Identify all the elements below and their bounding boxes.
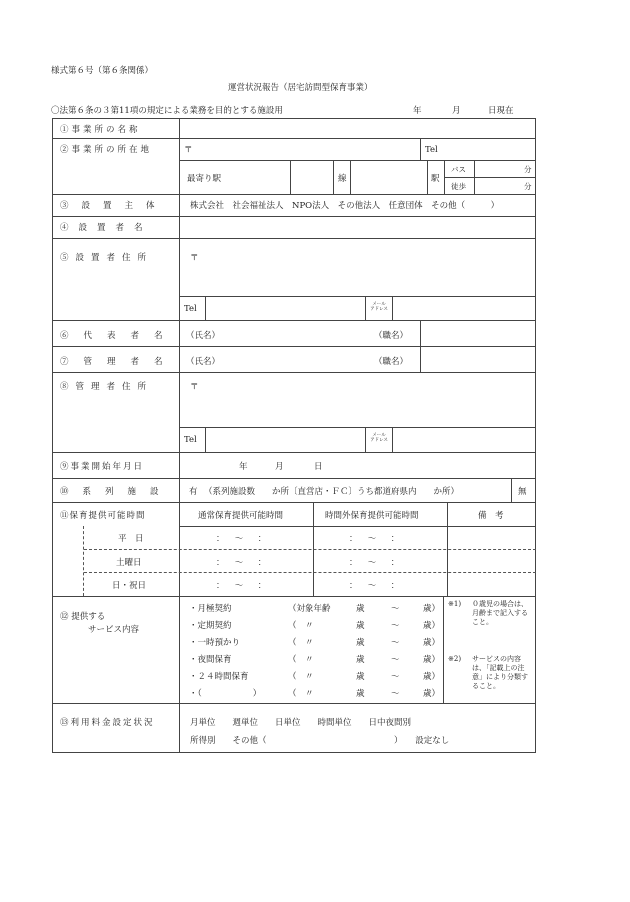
label-manager-name: ⑦管理者名 xyxy=(60,357,178,367)
service-unit2: 歳） xyxy=(423,638,441,648)
label-facility-address: ②事業所の所在地 xyxy=(60,145,153,155)
representative-title-label: （職名） xyxy=(374,331,409,341)
service-unit: 歳 xyxy=(356,621,365,631)
service-unit2: 歳） xyxy=(423,621,441,631)
service-unit2: 歳） xyxy=(423,604,441,614)
hours-col-regular: 通常保育提供可能時間 xyxy=(198,511,284,521)
service-unit2: 歳） xyxy=(423,689,441,699)
walk-minutes: 分 xyxy=(524,182,532,191)
note1-mark: ※1) xyxy=(448,600,462,608)
manager-title-label: （職名） xyxy=(374,357,409,367)
mail-label-line2: アドレス xyxy=(370,438,388,443)
label-affiliated-facilities: ⑩系列施設 xyxy=(60,487,173,497)
hours-col-remarks: 備 考 xyxy=(478,511,504,521)
label-establisher-address: ⑤設置者住所 xyxy=(60,253,154,263)
date-year: 年 xyxy=(413,106,422,116)
label-establishment-entity: ③設置主体 xyxy=(60,201,168,211)
service-name: ・月極契約 xyxy=(189,604,232,614)
day-saturday: 土曜日 xyxy=(116,558,142,568)
hours-col-extra: 時間外保育提供可能時間 xyxy=(325,511,419,521)
service-name: ・２４時間保育 xyxy=(189,672,249,682)
line-label: 線 xyxy=(338,174,347,184)
service-age: （対象年齢 xyxy=(288,604,331,614)
establisher-postal-mark: 〒 xyxy=(190,253,199,263)
postal-mark: 〒 xyxy=(184,145,193,155)
station-label: 駅 xyxy=(431,174,440,184)
note1-text: ０歳児の場合は、月齢まで記入すること。 xyxy=(472,600,528,626)
establisher-mail-label xyxy=(367,302,391,312)
holiday-extra-time: ： 〜 ： xyxy=(349,581,403,591)
manager-tel-label: Tel xyxy=(184,435,197,445)
representative-name-label: （氏名） xyxy=(186,331,221,341)
label-representative-name: ⑥代表者名 xyxy=(60,331,178,341)
saturday-regular-time: ： 〜 ： xyxy=(216,558,270,568)
establisher-tel-label: Tel xyxy=(184,304,197,314)
day-weekday: 平 日 xyxy=(118,534,144,544)
service-unit: 歳 xyxy=(356,604,365,614)
service-unit2: 歳） xyxy=(423,655,441,665)
start-day-label: 日 xyxy=(314,462,323,472)
label-manager-address: ⑧管理者住所 xyxy=(60,382,154,392)
label-start-date: ⑨事業開始年月日 xyxy=(60,462,145,472)
fee-options-line2: 所得別 その他（ ） 設定なし xyxy=(190,736,450,746)
purpose-statement: 〇法第６条の３第11項の規定による業務を目的とする施設用 xyxy=(51,106,283,116)
service-tilde: 〜 xyxy=(391,655,400,665)
service-name: ・（ ） xyxy=(189,689,262,699)
service-name: ・夜間保育 xyxy=(189,655,232,665)
service-name: ・定期契約 xyxy=(189,621,232,631)
service-name: ・一時預かり xyxy=(189,638,241,648)
manager-postal-mark: 〒 xyxy=(190,382,199,392)
service-age: （ 〃 xyxy=(288,638,314,648)
bus-minutes: 分 xyxy=(524,165,532,174)
service-age: （ 〃 xyxy=(288,672,314,682)
tel-label: Tel xyxy=(425,145,438,155)
service-age: （ 〃 xyxy=(288,655,314,665)
date-suffix: 日現在 xyxy=(488,106,514,116)
label-facility-name: ①事業所の名称 xyxy=(60,125,141,135)
mail-label-line2: アドレス xyxy=(370,307,388,312)
label-available-hours: ⑪保育提供可能時間 xyxy=(60,511,146,521)
fee-options-line1: 月単位 週単位 日単位 時間単位 日中夜間別 xyxy=(190,718,412,728)
nearest-station-label: 最寄り駅 xyxy=(187,174,222,184)
mail-label-line1: メール xyxy=(372,433,386,438)
service-unit: 歳 xyxy=(356,672,365,682)
bus-label: バス xyxy=(451,165,466,174)
affiliated-no: 無 xyxy=(518,487,527,497)
walk-label: 徒歩 xyxy=(451,182,466,191)
service-age: （ 〃 xyxy=(288,689,314,699)
manager-mail-label xyxy=(367,433,391,443)
service-unit2: 歳） xyxy=(423,672,441,682)
service-age: （ 〃 xyxy=(288,621,314,631)
affiliated-yes: 有 xyxy=(189,487,198,497)
establishment-type-options: 株式会社 社会福祉法人 NPO法人 その他法人 任意団体 その他（ ） xyxy=(190,201,500,211)
label-establisher-name: ④設置者名 xyxy=(60,223,153,233)
service-unit: 歳 xyxy=(356,638,365,648)
form-title: 運営状況報告（居宅訪問型保育事業） xyxy=(228,83,373,93)
label-fee-settings: ⑬利用料金設定状況 xyxy=(60,718,155,728)
service-tilde: 〜 xyxy=(391,621,400,631)
start-month-label: 月 xyxy=(275,462,284,472)
mail-label-line1: メール xyxy=(372,302,386,307)
manager-name-label: （氏名） xyxy=(186,357,221,367)
service-tilde: 〜 xyxy=(391,638,400,648)
service-unit: 歳 xyxy=(356,689,365,699)
holiday-regular-time: ： 〜 ： xyxy=(216,581,270,591)
start-year-label: 年 xyxy=(239,462,248,472)
service-unit: 歳 xyxy=(356,655,365,665)
form-number: 様式第６号（第６条関係） xyxy=(51,66,154,76)
date-month: 月 xyxy=(452,106,461,116)
note2-text: サービスの内容は、「記載上の注意」により分類すること。 xyxy=(472,655,528,690)
label-services-line2: サービス内容 xyxy=(88,625,140,635)
affiliated-detail: （系列施設数 か所〔直営店・ＦＣ〕うち都道府県内 か所） xyxy=(204,487,460,497)
day-holiday: 日・祝日 xyxy=(112,581,147,591)
saturday-extra-time: ： 〜 ： xyxy=(349,558,403,568)
service-tilde: 〜 xyxy=(391,689,400,699)
service-tilde: 〜 xyxy=(391,672,400,682)
weekday-regular-time: ： 〜 ： xyxy=(216,534,270,544)
note2-mark: ※2) xyxy=(448,655,462,663)
service-tilde: 〜 xyxy=(391,604,400,614)
label-services-line1: ⑫ 提供する xyxy=(60,612,106,622)
weekday-extra-time: ： 〜 ： xyxy=(349,534,403,544)
